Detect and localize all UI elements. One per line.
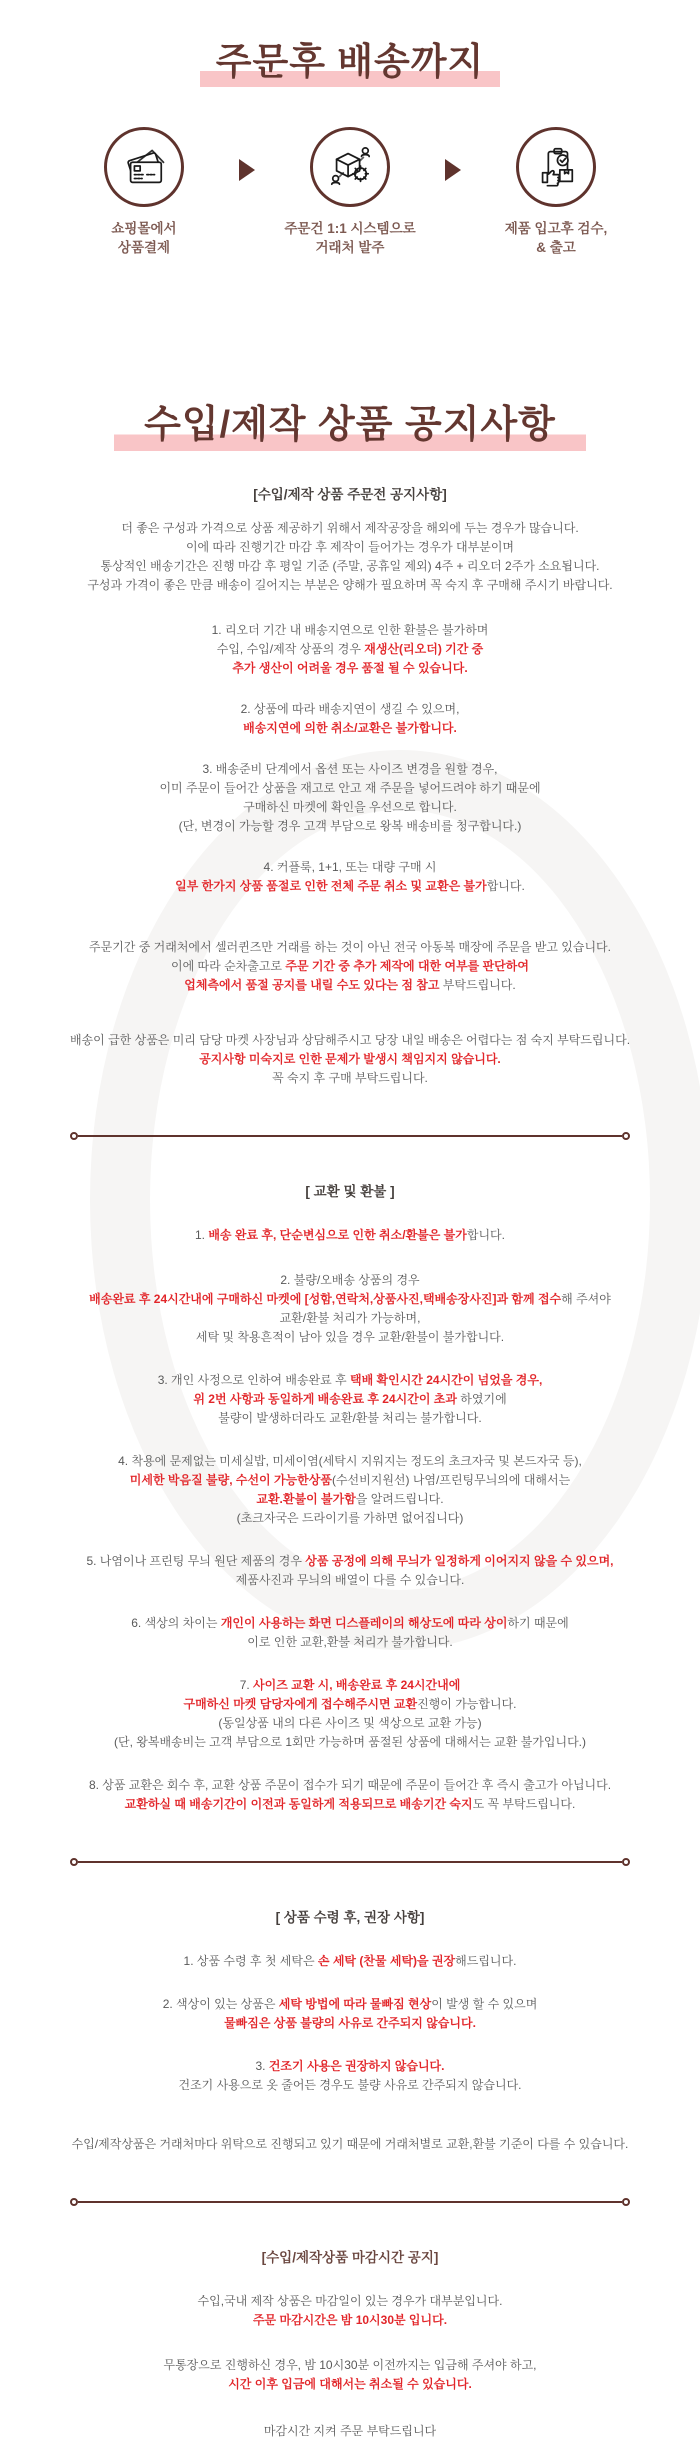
divider-endpoint-circle — [70, 2198, 78, 2206]
alert-text: 구매하신 마켓 담당자에게 접수해주시면 교환 — [183, 1697, 418, 1712]
notice-line — [20, 877, 680, 896]
notice-line — [20, 1714, 680, 1733]
body-text: 4. 착용에 문제없는 미세실밥, 미세이염(세탁시 지워지는 정도의 초크자국 및 본드자국 등), — [118, 1454, 582, 1469]
body-text: 8. 상품 교환은 회수 후, 교환 상품 주문이 접수가 되기 때문에 주문이 들어간 후 즉시 출고가 아닙니다. — [88, 1778, 612, 1793]
body-text: 부탁드립니다. — [439, 978, 516, 993]
section-divider — [70, 1132, 630, 1140]
notice-line — [20, 858, 680, 877]
body-text: 통상적인 배송기간은 진행 마감 후 평일 기준 (주말, 공휴일 제외) 4주 + 리오더 2주가 소요됩니다. — [100, 559, 600, 574]
step-circle — [516, 127, 596, 207]
body-text: 합니다. — [466, 1228, 505, 1243]
notice-line — [20, 779, 680, 798]
body-text: 1. — [195, 1228, 209, 1243]
notice-line — [20, 1409, 680, 1428]
step-circle — [310, 127, 390, 207]
notice-line — [20, 1490, 680, 1509]
section-header: [ 교환 및 환불 ] — [305, 1184, 395, 1200]
alert-text: 추가 생산이 어려울 경우 품절 될 수 있습니다. — [232, 661, 468, 676]
step-label-line1: 제품 입고후 검수, — [504, 220, 608, 236]
notice-line — [20, 1371, 680, 1390]
body-text: 3. 개인 사정으로 인하여 배송완료 후 — [157, 1373, 350, 1388]
notice-paragraph — [20, 2422, 680, 2441]
notice-line — [20, 817, 680, 836]
divider-line — [78, 1861, 622, 1863]
divider-endpoint-circle — [622, 2198, 630, 2206]
body-text: 무통장으로 진행하신 경우, 밤 10시30분 이전까지는 입금해 주셔야 하고, — [163, 2358, 537, 2373]
body-text: 2. 불량/오배송 상품의 경우 — [280, 1273, 420, 1288]
step-payment — [59, 127, 229, 257]
step-label-line1: 쇼핑몰에서 — [111, 220, 177, 236]
notice-line — [20, 2375, 680, 2394]
body-text: 구성과 가격이 좋은 만큼 배송이 길어지는 부분은 양해가 필요하며 꼭 숙지 후 구매해 주시기 바랍니다. — [87, 578, 613, 593]
step-label-line2: 거래처 발주 — [315, 239, 385, 255]
notice-paragraph — [20, 1271, 680, 1347]
body-text: 수입,국내 제작 상품은 마감일이 있는 경우가 대부분입니다. — [197, 2294, 503, 2309]
body-text: 4. 커플룩, 1+1, 또는 대량 구매 시 — [263, 860, 437, 875]
alert-text: 주문 기간 중 추가 제작에 대한 여부를 판단하여 — [285, 959, 529, 974]
body-text: 진행이 가능합니다. — [417, 1697, 517, 1712]
notice-line — [20, 1069, 680, 1088]
body-text: 세탁 및 착용흔적이 남아 있을 경우 교환/환불이 불가합니다. — [195, 1330, 505, 1345]
notice-line — [20, 621, 680, 640]
alert-text: 건조기 사용은 권장하지 않습니다. — [268, 2059, 445, 2074]
alert-text: 주문 마감시간은 밤 10시30분 입니다. — [252, 2313, 448, 2328]
notice-line — [20, 1995, 680, 2014]
notice-line — [20, 1614, 680, 1633]
notice-line — [20, 538, 680, 557]
notice-line — [20, 957, 680, 976]
notice-line — [20, 1271, 680, 1290]
notice-line — [20, 640, 680, 659]
body-text: 6. 색상의 차이는 — [131, 1616, 221, 1631]
notice-line — [20, 2292, 680, 2311]
body-text: 주문기간 중 거래처에서 셀러퀸즈만 거래를 하는 것이 아닌 전국 아동복 매장에 주문을 받고 있습니다. — [89, 940, 611, 955]
alert-text: 세탁 방법에 따라 물빠짐 현상 — [278, 1997, 432, 2012]
body-text: 더 좋은 구성과 가격으로 상품 제공하기 위해서 제작공장을 해외에 두는 경우가 많습니다. — [121, 521, 579, 536]
notice-line — [20, 798, 680, 817]
notice-line — [20, 519, 680, 538]
step-label-line2: 상품결제 — [117, 239, 171, 255]
notice-line — [20, 1471, 680, 1490]
step-label — [471, 219, 641, 257]
notice-paragraph — [20, 1952, 680, 1971]
divider-endpoint-circle — [70, 1858, 78, 1866]
body-text: 5. 나염이나 프린팅 무늬 원단 제품의 경우 — [86, 1554, 306, 1569]
divider-endpoint-circle — [622, 1858, 630, 1866]
alert-text: 배송 완료 후, 단순변심으로 인한 취소/환불은 불가 — [208, 1228, 467, 1243]
body-text: 마감시간 지켜 주문 부탁드립니다 — [263, 2424, 437, 2439]
notice-paragraph — [20, 1614, 680, 1652]
notice-line — [20, 719, 680, 738]
delivery-steps — [0, 127, 700, 257]
body-text: (동일상품 내의 다른 사이즈 및 색상으로 교환 가능) — [218, 1716, 482, 1731]
body-text: 이로 인한 교환,환불 처리가 불가합니다. — [247, 1635, 453, 1650]
notice-line — [20, 1633, 680, 1652]
notice-line — [20, 1776, 680, 1795]
alert-text: 일부 한가지 상품 품절로 인한 전체 주문 취소 및 교환은 불가 — [175, 879, 487, 894]
section-divider — [70, 1858, 630, 1866]
body-text: 2. 상품에 따라 배송지연이 생길 수 있으며, — [240, 702, 460, 717]
notice-line — [20, 1952, 680, 1971]
notice-line — [20, 1676, 680, 1695]
notice-line — [20, 1571, 680, 1590]
notice-line — [20, 2311, 680, 2330]
body-text: 해 주셔야 — [561, 1292, 611, 1307]
body-text: 꼭 숙지 후 구매 부탁드립니다. — [272, 1071, 428, 1086]
notice-line — [20, 1309, 680, 1328]
notice-paragraph — [20, 1995, 680, 2033]
notice-line — [20, 1390, 680, 1409]
notice-line — [20, 2135, 680, 2154]
notice-paragraph — [20, 2356, 680, 2394]
notice-line — [20, 2014, 680, 2033]
notice-line — [20, 760, 680, 779]
notice-line — [20, 1328, 680, 1347]
notice-paragraph — [20, 519, 680, 595]
notice-line — [20, 1226, 680, 1245]
notice-line — [20, 700, 680, 719]
body-text: 1. 리오더 기간 내 배송지연으로 인한 환불은 불가하며 — [211, 623, 489, 638]
notice-line — [20, 1031, 680, 1050]
notice-line — [20, 938, 680, 957]
notice-title: 수입/제작 상품 공지사항 — [114, 405, 586, 452]
body-text: 7. — [239, 1678, 254, 1693]
body-text: (단, 왕복배송비는 고객 부담으로 1회만 가능하며 품절된 상품에 대해서는 교환 불가입니다.) — [114, 1735, 586, 1750]
body-text: 수입/제작상품은 거래처마다 위탁으로 진행되고 있기 때문에 거래처별로 교환,환불 기준이 다를 수 있습니다. — [71, 2137, 629, 2152]
body-text: 해드립니다. — [455, 1954, 517, 1969]
notice-body — [20, 483, 680, 2441]
body-text: 2. 색상이 있는 상품은 — [162, 1997, 279, 2012]
body-text: (단, 변경이 가능할 경우 고객 부담으로 왕복 배송비를 청구합니다.) — [178, 819, 522, 834]
alert-text: 교환하실 때 배송기간이 이전과 동일하게 적용되므로 배송기간 숙지 — [124, 1797, 473, 1812]
alert-text: 물빠짐은 상품 불량의 사유로 간주되지 않습니다. — [224, 2016, 476, 2031]
divider-endpoint-circle — [70, 1132, 78, 1140]
body-text: 수입, 수입/제작 상품의 경우 — [216, 642, 365, 657]
notice-paragraph — [20, 700, 680, 738]
notice-paragraph — [20, 2292, 680, 2330]
notice-line — [20, 1452, 680, 1471]
body-text: 하기 때문에 — [507, 1616, 569, 1631]
alert-text: 교환.환불이 불가함 — [256, 1492, 356, 1507]
alert-text: 손 세탁 (찬물 세탁)을 권장 — [317, 1954, 456, 1969]
body-text: 불량이 발생하더라도 교환/환불 처리는 불가합니다. — [218, 1411, 482, 1426]
notice-line — [20, 2422, 680, 2441]
order-system-icon — [327, 144, 373, 190]
notice-paragraph — [20, 2057, 680, 2095]
step-inspection — [471, 127, 641, 257]
notice-line — [20, 659, 680, 678]
notice-paragraph — [20, 1371, 680, 1428]
body-text: 을 알려드립니다. — [355, 1492, 444, 1507]
alert-text: 미세한 박음질 불량, 수선이 가능한상품 — [129, 1473, 332, 1488]
body-text: 배송이 급한 상품은 미리 담당 마켓 사장님과 상담해주시고 당장 내일 배송은 어렵다는 점 숙지 부탁드립니다. — [69, 1033, 631, 1048]
body-text: 건조기 사용으로 옷 줄어든 경우도 불량 사유로 간주되지 않습니다. — [178, 2078, 522, 2093]
body-text: 제품사진과 무늬의 배열이 다를 수 있습니다. — [235, 1573, 465, 1588]
notice-line — [20, 557, 680, 576]
body-text: 구매하신 마켓에 확인을 우선으로 합니다. — [243, 800, 457, 815]
section-header: [수입/제작 상품 주문전 공지사항] — [253, 487, 447, 503]
alert-text: 사이즈 교환 시, 배송완료 후 24시간내에 — [253, 1678, 461, 1693]
notice-paragraph — [20, 1776, 680, 1814]
alert-text: 위 2번 사항과 동일하게 배송완료 후 24시간이 초과 — [193, 1392, 457, 1407]
body-text: 하였기에 — [456, 1392, 507, 1407]
alert-text: 공지사항 미숙지로 인한 문제가 발생시 책임지지 않습니다. — [199, 1052, 501, 1067]
alert-text: 재생산(리오더) 기간 중 — [364, 642, 484, 657]
notice-paragraph — [20, 938, 680, 995]
body-text: 교환/환불 처리가 가능하며, — [279, 1311, 421, 1326]
body-text: 이에 따라 순차출고로 — [171, 959, 286, 974]
notice-paragraph — [20, 1676, 680, 1752]
notice-paragraph — [20, 858, 680, 896]
notice-line — [20, 1050, 680, 1069]
notice-line — [20, 976, 680, 995]
alert-text: 배송지연에 의한 취소/교환은 불가합니다. — [243, 721, 457, 736]
section-divider — [70, 2198, 630, 2206]
notice-line — [20, 2356, 680, 2375]
inspection-shipping-icon — [533, 144, 579, 190]
body-text: 이에 따라 진행기간 마감 후 제작이 들어가는 경우가 대부분이며 — [185, 540, 515, 555]
notice-paragraph — [20, 2135, 680, 2154]
body-text: (초크자국은 드라이기를 가하면 없어집니다) — [236, 1511, 464, 1526]
notice-paragraph — [20, 760, 680, 836]
body-text: 도 꼭 부탁드립니다. — [472, 1797, 576, 1812]
body-text: 3. 배송준비 단계에서 옵션 또는 사이즈 변경을 원할 경우, — [202, 762, 498, 777]
divider-line — [78, 2201, 622, 2203]
alert-text: 개인이 사용하는 화면 디스플레이의 해상도에 따라 상이 — [220, 1616, 508, 1631]
notice-paragraph — [20, 1452, 680, 1528]
step-circle — [104, 127, 184, 207]
arrow-right-icon — [239, 159, 255, 181]
body-text: 합니다. — [486, 879, 525, 894]
notice-paragraph — [20, 621, 680, 678]
alert-text: 상품 공정에 의해 무늬가 일정하게 이어지지 않을 수 있으며, — [305, 1554, 614, 1569]
notice-line — [20, 1290, 680, 1309]
notice-line — [20, 1695, 680, 1714]
notice-line — [20, 2057, 680, 2076]
notice-line — [20, 1552, 680, 1571]
divider-line — [78, 1135, 622, 1137]
alert-text: 배송완료 후 24시간내에 구매하신 마켓에 [성함,연락처,상품사진,택배송장사진]과 함께 접수 — [89, 1292, 562, 1307]
notice-line — [20, 1733, 680, 1752]
step-label — [265, 219, 435, 257]
section-header: [ 상품 수령 후, 권장 사항] — [275, 1910, 425, 1926]
notice-paragraph — [20, 1031, 680, 1088]
notice-title-wrap — [0, 405, 700, 452]
step-label-line2: & 출고 — [536, 239, 576, 255]
page-title: 주문후 배송까지 — [200, 42, 500, 87]
body-text: 이미 주문이 들어간 상품을 재고로 안고 재 주문을 넣어드려야 하기 때문에 — [159, 781, 541, 796]
hero-title-wrap — [0, 42, 700, 87]
arrow-right-icon — [445, 159, 461, 181]
notice-line — [20, 1509, 680, 1528]
step-order-system — [265, 127, 435, 257]
body-text: 1. 상품 수령 후 첫 세탁은 — [183, 1954, 318, 1969]
body-text: (수선비지원선) 나염/프린팅무늬의에 대해서는 — [331, 1473, 571, 1488]
step-label-line1: 주문건 1:1 시스템으로 — [284, 220, 416, 236]
alert-text: 업체측에서 품절 공지를 내릴 수도 있다는 점 참고 — [184, 978, 440, 993]
notice-paragraph — [20, 1226, 680, 1245]
section-header: [수입/제작상품 마감시간 공지] — [261, 2250, 439, 2266]
body-text: 이 발생 할 수 있으며 — [431, 1997, 538, 2012]
body-text: 3. — [255, 2059, 269, 2074]
alert-text: 택배 확인시간 24시간이 넘었을 경우, — [350, 1373, 543, 1388]
notice-paragraph — [20, 1552, 680, 1590]
alert-text: 시간 이후 입금에 대해서는 취소될 수 있습니다. — [228, 2377, 472, 2392]
divider-endpoint-circle — [622, 1132, 630, 1140]
step-label — [59, 219, 229, 257]
notice-line — [20, 2076, 680, 2095]
notice-line — [20, 1795, 680, 1814]
notice-line — [20, 576, 680, 595]
credit-card-icon — [121, 144, 167, 190]
